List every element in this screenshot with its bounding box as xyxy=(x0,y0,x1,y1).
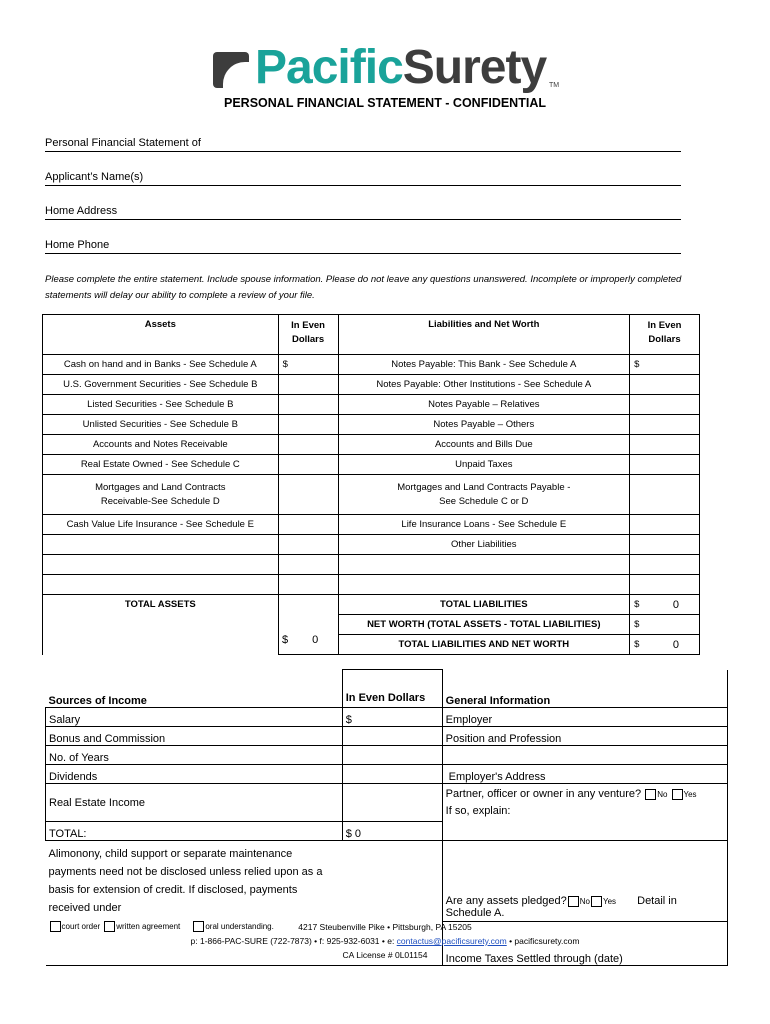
liability-value-cell[interactable] xyxy=(630,475,700,515)
asset-label: U.S. Government Securities - See Schedule B xyxy=(43,375,279,395)
pledged-no-checkbox[interactable] xyxy=(568,896,579,907)
income-source-label: No. of Years xyxy=(46,746,343,765)
asset-label[interactable] xyxy=(43,575,279,595)
home-phone-field[interactable]: Home Phone xyxy=(45,239,681,254)
applicant-name-field[interactable]: Applicant’s Name(s) xyxy=(45,171,681,186)
total-liabilities-value: $ 0 xyxy=(630,595,700,615)
general-info-label[interactable]: Employer's Address xyxy=(442,765,727,784)
total-liabilities-label: TOTAL LIABILITIES xyxy=(338,595,630,615)
asset-label: Unlisted Securities - See Schedule B xyxy=(43,415,279,435)
general-info-label[interactable]: Employer xyxy=(442,708,727,727)
asset-value-cell[interactable] xyxy=(278,535,338,555)
instructions: Please complete the entire statement. Include spouse information. Please do not leave any questions unanswered. Incomplete or improperly completed statements will delay our ability to complete a review of your file. xyxy=(45,274,682,301)
liabilities-dollars-header: In Even Dollars xyxy=(630,315,700,355)
total-liabilities-net-worth-label: TOTAL LIABILITIES AND NET WORTH xyxy=(338,635,630,655)
income-source-label: Bonus and Commission xyxy=(46,727,343,746)
total-liabilities-net-worth-value: $ 0 xyxy=(630,635,700,655)
liability-value-cell[interactable] xyxy=(630,415,700,435)
footer-license: CA License # 0L01154 xyxy=(342,950,428,960)
assets-header: Assets xyxy=(43,315,279,355)
income-taxes-settled[interactable]: Income Taxes Settled through (date) xyxy=(442,922,727,966)
liability-label[interactable] xyxy=(338,555,630,575)
income-value-cell[interactable] xyxy=(342,727,442,746)
liability-label: Accounts and Bills Due xyxy=(338,435,630,455)
net-worth-label: NET WORTH (TOTAL ASSETS - TOTAL LIABILITIES) xyxy=(338,615,630,635)
liability-label[interactable] xyxy=(338,575,630,595)
partner-question-cell: Partner, officer or owner in any venture? No Yes If so, explain: xyxy=(442,784,727,841)
income-value-cell[interactable]: $ xyxy=(342,708,442,727)
liability-label: Notes Payable – Relatives xyxy=(338,395,630,415)
total-assets-label: TOTAL ASSETS xyxy=(43,595,279,655)
sources-of-income-header: Sources of Income xyxy=(46,670,343,708)
general-info-header: General Information xyxy=(442,670,727,708)
income-dollars-header: In Even Dollars xyxy=(342,670,442,708)
income-source-label: Real Estate Income xyxy=(46,784,343,822)
asset-value-cell[interactable] xyxy=(278,515,338,535)
logo-wordmark: PacificSurety xyxy=(255,41,547,94)
asset-value-cell[interactable] xyxy=(278,475,338,515)
asset-label: Listed Securities - See Schedule B xyxy=(43,395,279,415)
liability-value-cell[interactable] xyxy=(630,375,700,395)
statement-of-field[interactable]: Personal Financial Statement of xyxy=(45,137,681,152)
income-value-cell[interactable] xyxy=(342,765,442,784)
partner-no-checkbox[interactable] xyxy=(645,789,656,800)
logo-mark-icon xyxy=(213,52,249,88)
home-address-field[interactable]: Home Address xyxy=(45,205,681,220)
general-info-label[interactable]: Position and Profession xyxy=(442,727,727,746)
income-total-value: $ 0 xyxy=(342,822,442,841)
alimony-disclosure: Alimonony, child support or separate maintenance payments need not be disclosed unless relied upon as a basis for extension of credit. If disclosed, payments received under court order written agreement oral understanding. xyxy=(46,841,443,966)
liabilities-header: Liabilities and Net Worth xyxy=(338,315,630,355)
liability-label: Unpaid Taxes xyxy=(338,455,630,475)
asset-label: Accounts and Notes Receivable xyxy=(43,435,279,455)
pledged-question-cell: Are any assets pledged? No Yes Detail in Schedule A. xyxy=(442,841,727,922)
asset-label: Cash on hand and in Banks - See Schedule A xyxy=(43,355,279,375)
income-source-label: Salary xyxy=(46,708,343,727)
income-value-cell[interactable] xyxy=(342,784,442,822)
total-assets-amount: $ 0 xyxy=(282,634,319,646)
liability-value-cell[interactable] xyxy=(630,575,700,595)
page-title: PERSONAL FINANCIAL STATEMENT - CONFIDENTIAL xyxy=(224,96,546,110)
net-worth-value[interactable]: $ xyxy=(630,615,700,635)
partner-yes-checkbox[interactable] xyxy=(672,789,683,800)
logo-trademark: TM xyxy=(549,82,560,89)
liability-value-cell[interactable] xyxy=(630,395,700,415)
asset-label: Mortgages and Land Contracts Receivable-See Schedule D xyxy=(43,475,279,515)
asset-label: Cash Value Life Insurance - See Schedule E xyxy=(43,515,279,535)
pacific-surety-logo xyxy=(213,41,560,100)
asset-value-cell[interactable]: $ xyxy=(278,355,338,375)
asset-label[interactable] xyxy=(43,555,279,575)
liability-value-cell[interactable] xyxy=(630,435,700,455)
income-source-label: Dividends xyxy=(46,765,343,784)
liability-value-cell[interactable] xyxy=(630,555,700,575)
asset-value-cell[interactable] xyxy=(278,375,338,395)
liability-value-cell[interactable]: $ xyxy=(630,355,700,375)
liability-value-cell[interactable] xyxy=(630,535,700,555)
liability-label: Notes Payable – Others xyxy=(338,415,630,435)
asset-value-cell[interactable] xyxy=(278,455,338,475)
liability-value-cell[interactable] xyxy=(630,515,700,535)
footer xyxy=(0,920,770,962)
asset-value-cell[interactable] xyxy=(278,395,338,415)
liability-value-cell[interactable] xyxy=(630,455,700,475)
asset-label[interactable] xyxy=(43,535,279,555)
email-link[interactable]: contactus@pacificsurety.com xyxy=(396,936,507,946)
general-info-cell[interactable] xyxy=(442,746,727,765)
footer-address: 4217 Steubenville Pike • Pittsburgh, PA 15205 xyxy=(298,922,472,932)
asset-label: Real Estate Owned - See Schedule C xyxy=(43,455,279,475)
liability-label: Notes Payable: This Bank - See Schedule A xyxy=(338,355,630,375)
asset-value-cell[interactable] xyxy=(278,555,338,575)
footer-contact: p: 1-866-PAC-SURE (722-7873) • f: 925-932-6031 • e: contactus@pacificsurety.com • pacificsurety.com xyxy=(190,936,580,946)
liability-label: Other Liabilities xyxy=(338,535,630,555)
asset-value-cell[interactable] xyxy=(278,575,338,595)
asset-value-cell[interactable] xyxy=(278,435,338,455)
liability-label: Mortgages and Land Contracts Payable - See Schedule C or D xyxy=(338,475,630,515)
balance-sheet-table xyxy=(42,314,700,655)
income-total-label: TOTAL: xyxy=(46,822,343,841)
assets-dollars-header: In Even Dollars xyxy=(278,315,338,355)
asset-value-cell[interactable] xyxy=(278,415,338,435)
liability-label: Life Insurance Loans - See Schedule E xyxy=(338,515,630,535)
liability-label: Notes Payable: Other Institutions - See Schedule A xyxy=(338,375,630,395)
pledged-yes-checkbox[interactable] xyxy=(591,896,602,907)
income-value-cell[interactable] xyxy=(342,746,442,765)
